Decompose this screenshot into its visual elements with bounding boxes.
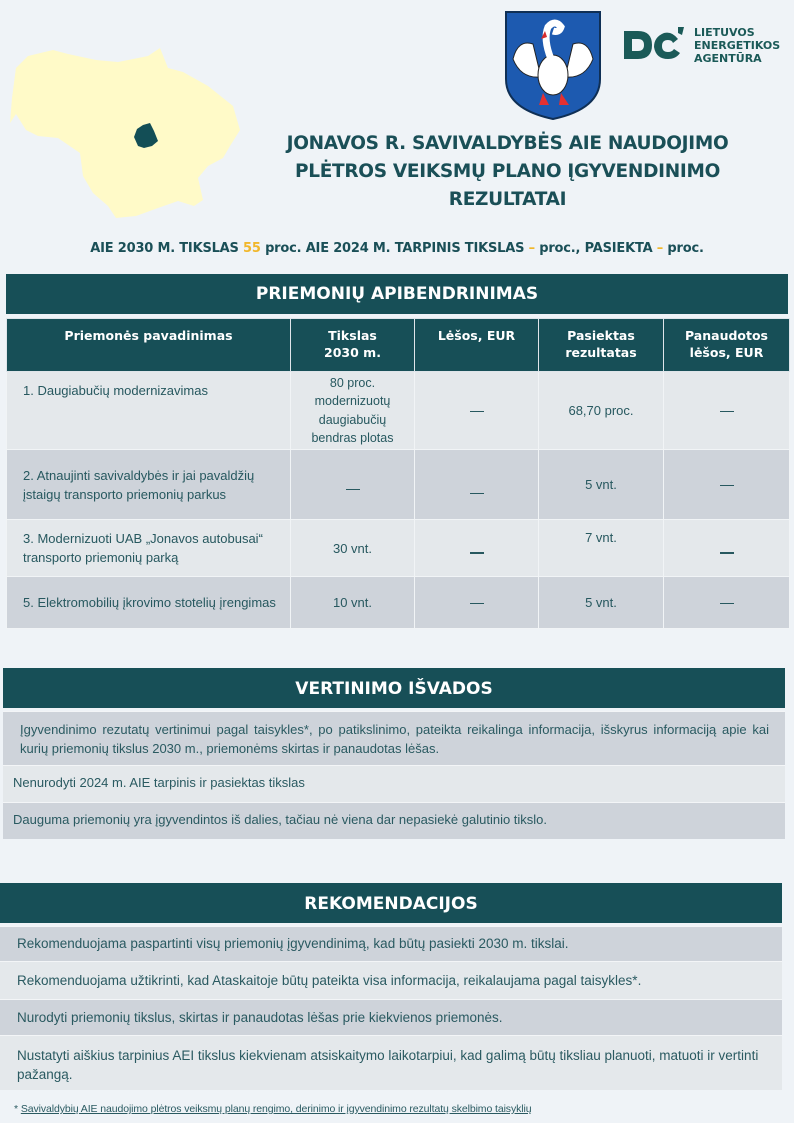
measure-target: 10 vnt. <box>291 577 415 629</box>
table-row <box>7 520 790 577</box>
recommendation-item: Rekomenduojama užtikrinti, kad Ataskaitoje būtų pateikta visa informacija, reikalaujama pagal taisykles*. <box>0 961 782 999</box>
measures-table <box>6 318 790 629</box>
evaluation-item: Dauguma priemonių yra įgyvendintos iš dalies, tačiau nė viena dar nepasiekė galutinio tikslo. <box>3 802 785 839</box>
recommendation-item: Nustatyti aiškius tarpinius AEI tikslus kiekvienam atsiskaitymo laikotarpiui, kad galimą būtų tiksliau planuoti, matuoti ir vertinti pažangą. <box>0 1035 782 1090</box>
title-line: PLĖTROS VEIKSMŲ PLANO ĮGYVENDINIMO <box>294 161 721 182</box>
measure-name: 3. Modernizuoti UAB „Jonavos autobusai“ transporto priemonių parką <box>7 520 291 577</box>
col-header-target-l2: 2030 m. <box>324 345 381 360</box>
col-header-used-l2: lėšos, EUR <box>689 345 764 360</box>
measure-name: 5. Elektromobilių įkrovimo stotelių įrengimas <box>7 577 291 629</box>
measure-result: 5 vnt. <box>539 450 664 520</box>
measure-funds <box>415 372 539 450</box>
measure-name: 2. Atnaujinti savivaldybės ir jai pavaldžių įstaigų transporto priemonių parkus <box>7 450 291 520</box>
measure-result: 5 vnt. <box>539 577 664 629</box>
col-header-result <box>539 319 664 372</box>
col-header-target <box>291 319 415 372</box>
lithuania-coast <box>10 68 16 123</box>
recommendation-item: Nurodyti priemonių tikslus, skirtas ir panaudotas lėšas prie kiekvienos priemonės. <box>0 999 782 1035</box>
agency-mark-icon <box>622 25 686 65</box>
table-row <box>7 450 790 520</box>
goal-2030-label: AIE 2030 M. TIKSLAS <box>90 241 244 256</box>
rules-link[interactable]: Savivaldybių AIE naudojimo plėtros veiksmų planų rengimo, derinimo ir įgyvendinimo rezultatų skelbimo taisyklių <box>20 1103 532 1115</box>
recommendations-section-title: REKOMENDACIJOS <box>0 883 782 923</box>
col-header-used-l1: Panaudotos <box>684 328 769 343</box>
lithuania-map <box>8 38 248 223</box>
achieved-value: – <box>656 241 664 256</box>
empty-dash <box>470 603 484 605</box>
agency-name-line: AGENTŪRA <box>694 51 762 65</box>
col-header-used <box>664 319 790 372</box>
recommendation-item: Rekomenduojama paspartinti visų priemonių įgyvendinimą, kad būtų pasiekti 2030 m. tikslai. <box>0 926 782 961</box>
measure-used <box>664 520 790 577</box>
measure-funds <box>415 450 539 520</box>
agency-name-line: LIETUVOS <box>694 25 755 39</box>
empty-dash <box>470 493 484 495</box>
goal-2024-label: proc. AIE 2024 M. TARPINIS TIKSLAS <box>260 241 529 256</box>
col-header-funds: Lėšos, EUR <box>415 319 539 372</box>
goal-2030-value: 55 <box>243 241 261 256</box>
agency-name <box>694 26 780 65</box>
footnote <box>14 1103 531 1115</box>
col-header-target-l1: Tikslas <box>328 328 377 343</box>
evaluation-section-title: VERTINIMO IŠVADOS <box>3 668 785 708</box>
empty-dash <box>720 603 734 605</box>
goal-2024-value: – <box>528 241 535 256</box>
empty-dash <box>720 552 734 554</box>
achieved-unit: proc. <box>663 241 704 256</box>
table-header-row <box>7 319 790 372</box>
measure-target: 30 vnt. <box>291 520 415 577</box>
table-row <box>7 372 790 450</box>
page-title <box>255 130 760 214</box>
measure-used <box>664 577 790 629</box>
energy-agency-logo <box>622 20 792 70</box>
measure-result: 68,70 proc. <box>539 372 664 450</box>
achieved-label: proc., PASIEKTA <box>534 241 657 256</box>
measure-funds <box>415 577 539 629</box>
summary-section-title: PRIEMONIŲ APIBENDRINIMAS <box>6 274 788 314</box>
title-line: JONAVOS R. SAVIVALDYBĖS AIE NAUDOJIMO <box>286 133 729 154</box>
measure-funds <box>415 520 539 577</box>
empty-dash <box>720 411 734 413</box>
recommendations-list <box>0 926 782 1090</box>
col-header-result-l1: Pasiektas <box>567 328 635 343</box>
measure-target: 80 proc. modernizuotų daugiabučių bendras plotas <box>291 372 415 450</box>
measure-used <box>664 450 790 520</box>
evaluation-item: Įgyvendinimo rezutatų vertinimui pagal taisykles*, po patikslinimo, pateikta reikalinga informacija, išskyrus informaciją apie kai kurių priemonių tikslus 2030 m., priemonėms skirtas ir panaudotas lėšas. <box>3 711 785 765</box>
coat-of-arms-icon <box>503 9 603 121</box>
agency-name-line: ENERGETIKOS <box>694 38 781 52</box>
empty-dash <box>470 552 484 554</box>
measure-name: 1. Daugiabučių modernizavimas <box>7 372 291 450</box>
goals-summary <box>0 241 794 256</box>
measure-result: 7 vnt. <box>539 520 664 577</box>
empty-dash <box>346 489 360 491</box>
footnote-marker: * <box>14 1103 21 1115</box>
title-line: REZULTATAI <box>448 189 567 210</box>
lithuania-outline <box>13 48 240 218</box>
table-row <box>7 577 790 629</box>
col-header-name: Priemonės pavadinimas <box>7 319 291 372</box>
evaluation-list <box>3 711 785 839</box>
measure-target <box>291 450 415 520</box>
col-header-result-l2: rezultatas <box>565 345 637 360</box>
empty-dash <box>720 485 734 487</box>
empty-dash <box>470 411 484 413</box>
evaluation-item: Nenurodyti 2024 m. AIE tarpinis ir pasiektas tikslas <box>3 765 785 802</box>
measure-used <box>664 372 790 450</box>
